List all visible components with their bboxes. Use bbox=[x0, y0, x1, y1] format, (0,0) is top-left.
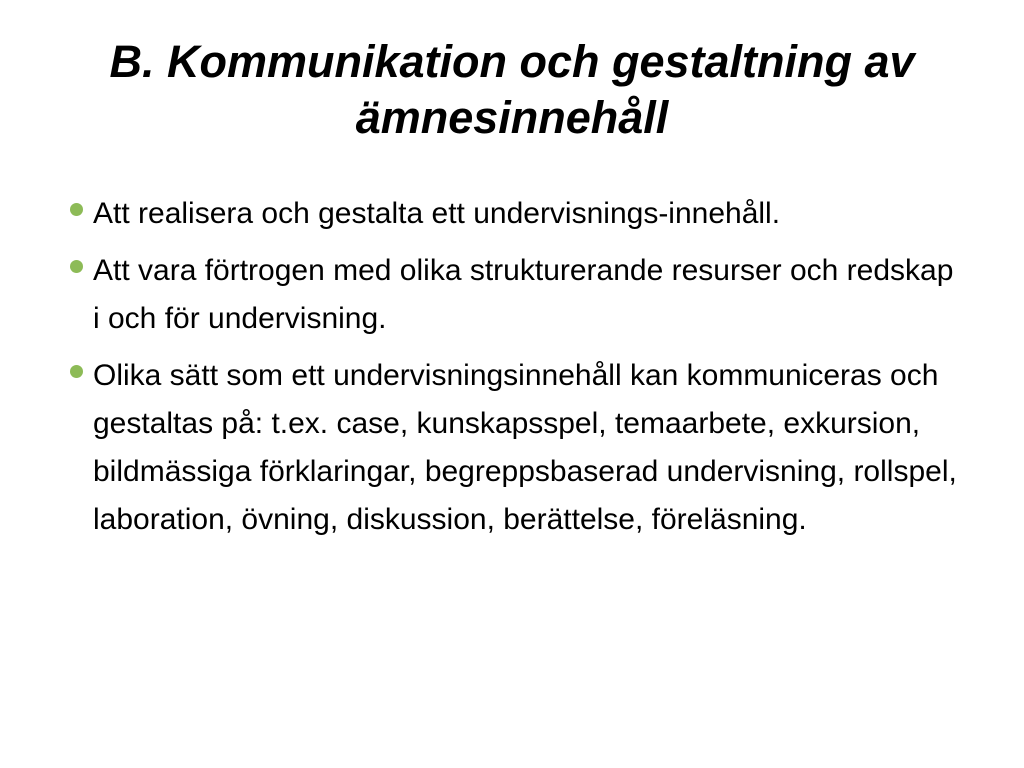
bullet-item bbox=[64, 352, 964, 544]
slide-title: B. Kommunikation och gestaltning av ämnesinnehåll bbox=[109, 36, 915, 143]
bullet-text: Att vara förtrogen med olika strukturerande resurser och redskap i och för undervisning. bbox=[93, 254, 954, 335]
bullet-dot-icon bbox=[70, 365, 83, 378]
bullet-list bbox=[64, 190, 964, 553]
bullet-dot-icon bbox=[70, 203, 83, 216]
bullet-item bbox=[64, 247, 964, 343]
bullet-text: Olika sätt som ett undervisningsinnehåll kan kommuniceras och gestaltas på: t.ex. case, kunskapsspel, temaarbete, exkursion, bildmässiga förklaringar, begreppsbaserad undervisning, rollspel, laboration, övning, diskussion, berättelse, föreläsning. bbox=[93, 359, 957, 536]
bullet-text: Att realisera och gestalta ett undervisnings-innehåll. bbox=[93, 197, 781, 230]
bullet-dot-icon bbox=[70, 260, 83, 273]
bullet-item bbox=[64, 190, 964, 238]
